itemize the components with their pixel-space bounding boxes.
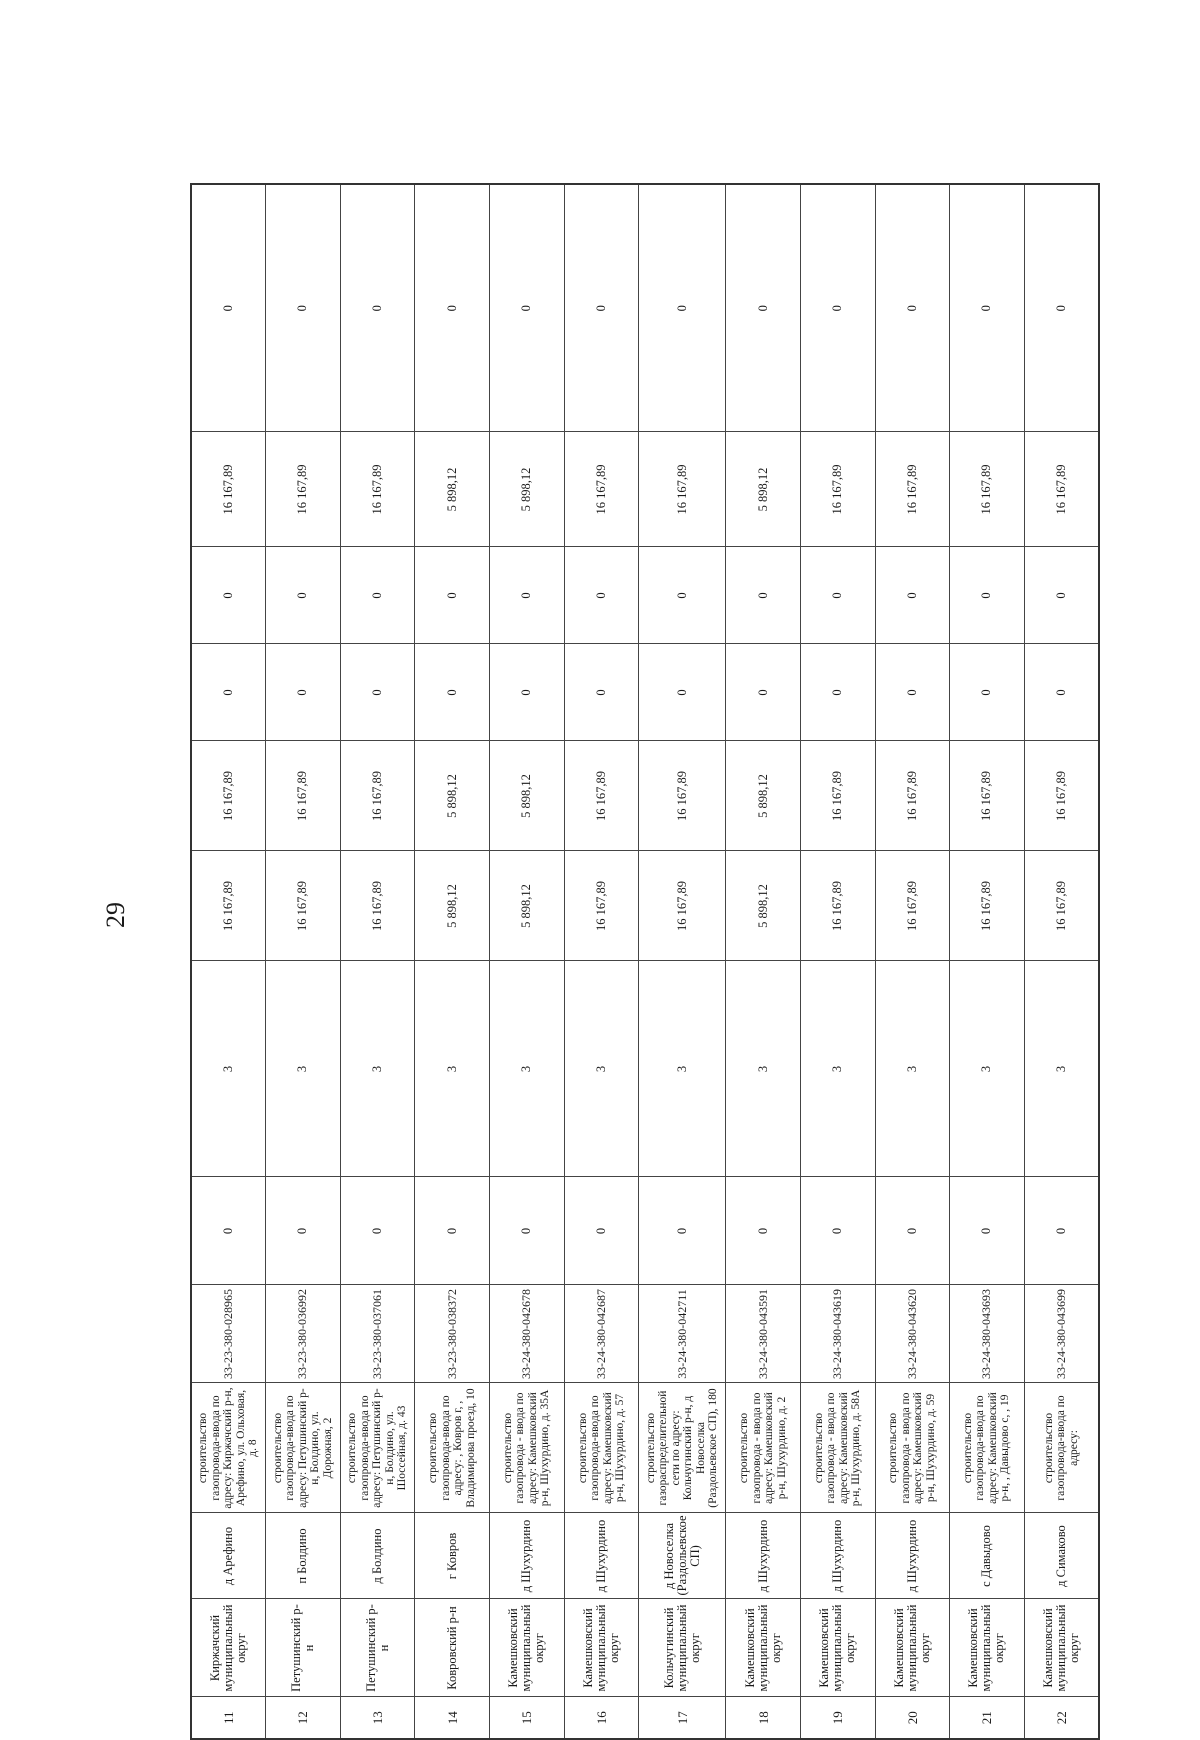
value-cell-6: 0 [639,547,726,644]
value-cell-8: 0 [639,184,726,432]
description-cell: строительство газопровода-ввода по адресу: Петушинский р-н, Болдино, ул. Дорожная, 2 [266,1383,341,1513]
settlement-cell: с Давыдово [950,1513,1025,1599]
settlement-cell: д Новоселка (Раздольевское СП) [639,1513,726,1599]
value-cell-7: 5 898,12 [726,432,801,547]
value-cell-7: 16 167,89 [875,432,950,547]
value-cell-5: 0 [639,644,726,741]
table-row [415,184,490,1739]
application-code-cell: 33-23-380-038372 [415,1285,490,1383]
settlement-cell: д Шухурдино [726,1513,801,1599]
description-cell: строительство газопровода-ввода по адресу: Петушинский р-н, Болдино, ул. Шоссейная, д. 43 [340,1383,415,1513]
value-cell-5: 0 [1024,644,1099,741]
settlement-cell: д Болдино [340,1513,415,1599]
value-cell-7: 5 898,12 [415,432,490,547]
row-index: 17 [639,1697,726,1739]
value-cell-5: 0 [726,644,801,741]
value-cell-7: 16 167,89 [266,432,341,547]
page-number: 29 [101,902,130,928]
value-cell-3: 16 167,89 [1024,851,1099,961]
table-row [639,184,726,1739]
municipality-cell: Ковровский р-н [415,1599,490,1697]
value-cell-6: 0 [266,547,341,644]
description-cell: строительство газопровода-ввода по адресу: Киржачский р-н, Арефино, ул. Ольховая, д. 8 [191,1383,266,1513]
row-index: 19 [800,1697,875,1739]
value-cell-2: 3 [266,961,341,1177]
value-cell-2: 3 [726,961,801,1177]
municipality-cell: Камешковский муниципальный округ [800,1599,875,1697]
application-code-cell: 33-24-380-042678 [490,1285,565,1383]
table-row [875,184,950,1739]
table-row [1024,184,1099,1739]
description-cell: строительство газопровода-ввода по адресу: [1024,1383,1099,1513]
row-index: 14 [415,1697,490,1739]
value-cell-7: 16 167,89 [950,432,1025,547]
value-cell-6: 0 [800,547,875,644]
municipality-cell: Камешковский муниципальный округ [875,1599,950,1697]
value-cell-2: 3 [639,961,726,1177]
row-index: 13 [340,1697,415,1739]
municipality-cell: Камешковский муниципальный округ [1024,1599,1099,1697]
value-cell-1: 0 [340,1177,415,1285]
value-cell-4: 16 167,89 [950,741,1025,851]
settlement-cell: г Ковров [415,1513,490,1599]
value-cell-8: 0 [191,184,266,432]
municipality-cell: Киржачский муниципальный округ [191,1599,266,1697]
value-cell-4: 16 167,89 [340,741,415,851]
value-cell-1: 0 [415,1177,490,1285]
application-code-cell: 33-24-380-043699 [1024,1285,1099,1383]
description-cell: строительство газопровода-ввода по адресу: Камешковский р-н, , Давыдово с, , 19 [950,1383,1025,1513]
value-cell-2: 3 [191,961,266,1177]
settlement-cell: п Болдино [266,1513,341,1599]
value-cell-5: 0 [415,644,490,741]
value-cell-8: 0 [266,184,341,432]
settlement-cell: д Симаково [1024,1513,1099,1599]
application-code-cell: 33-24-380-043693 [950,1285,1025,1383]
value-cell-5: 0 [800,644,875,741]
row-index: 21 [950,1697,1025,1739]
settlement-cell: д Шухурдино [800,1513,875,1599]
value-cell-1: 0 [490,1177,565,1285]
value-cell-6: 0 [875,547,950,644]
value-cell-5: 0 [490,644,565,741]
value-cell-3: 16 167,89 [800,851,875,961]
value-cell-5: 0 [191,644,266,741]
application-code-cell: 33-23-380-036992 [266,1285,341,1383]
value-cell-2: 3 [1024,961,1099,1177]
value-cell-3: 5 898,12 [726,851,801,961]
value-cell-8: 0 [340,184,415,432]
value-cell-4: 5 898,12 [490,741,565,851]
application-code-cell: 33-23-380-028965 [191,1285,266,1383]
value-cell-1: 0 [800,1177,875,1285]
municipality-cell: Камешковский муниципальный округ [564,1599,639,1697]
value-cell-1: 0 [726,1177,801,1285]
value-cell-4: 16 167,89 [266,741,341,851]
settlement-cell: д Шухурдино [490,1513,565,1599]
value-cell-7: 16 167,89 [564,432,639,547]
value-cell-1: 0 [950,1177,1025,1285]
value-cell-7: 16 167,89 [800,432,875,547]
settlement-cell: д Арефино [191,1513,266,1599]
municipality-cell: Камешковский муниципальный округ [490,1599,565,1697]
table-row [490,184,565,1739]
municipality-cell: Камешковский муниципальный округ [726,1599,801,1697]
value-cell-1: 0 [639,1177,726,1285]
municipality-cell: Петушинский р-н [266,1599,341,1697]
description-cell: строительство газопровода - ввода по адресу: Камешковский р-н, Шухурдино, д. 35А [490,1383,565,1513]
value-cell-4: 16 167,89 [564,741,639,851]
value-cell-6: 0 [415,547,490,644]
table-body [191,184,1099,1739]
data-table-container [190,185,1100,1740]
value-cell-5: 0 [340,644,415,741]
value-cell-7: 16 167,89 [1024,432,1099,547]
municipality-cell: Кольчугинский муниципальный округ [639,1599,726,1697]
value-cell-8: 0 [950,184,1025,432]
value-cell-7: 16 167,89 [340,432,415,547]
application-code-cell: 33-23-380-037061 [340,1285,415,1383]
value-cell-6: 0 [726,547,801,644]
value-cell-6: 0 [564,547,639,644]
value-cell-3: 5 898,12 [490,851,565,961]
row-index: 16 [564,1697,639,1739]
table-row [564,184,639,1739]
value-cell-7: 16 167,89 [639,432,726,547]
value-cell-6: 0 [340,547,415,644]
settlement-cell: д Шухурдино [875,1513,950,1599]
value-cell-2: 3 [340,961,415,1177]
table-row [266,184,341,1739]
value-cell-5: 0 [266,644,341,741]
description-cell: строительство газопровода - ввода по адресу: Камешковский р-н, Шухурдино, д. 58А [800,1383,875,1513]
description-cell: строительство газопровода - ввода по адресу: Камешковский р-н, Шухурдино, д. 2 [726,1383,801,1513]
value-cell-6: 0 [191,547,266,644]
value-cell-3: 16 167,89 [639,851,726,961]
value-cell-4: 16 167,89 [1024,741,1099,851]
value-cell-3: 16 167,89 [266,851,341,961]
municipality-cell: Камешковский муниципальный округ [950,1599,1025,1697]
application-code-cell: 33-24-380-042711 [639,1285,726,1383]
value-cell-8: 0 [875,184,950,432]
value-cell-2: 3 [415,961,490,1177]
value-cell-3: 16 167,89 [950,851,1025,961]
row-index: 18 [726,1697,801,1739]
value-cell-5: 0 [875,644,950,741]
value-cell-7: 16 167,89 [191,432,266,547]
value-cell-1: 0 [875,1177,950,1285]
value-cell-5: 0 [564,644,639,741]
value-cell-6: 0 [1024,547,1099,644]
row-index: 12 [266,1697,341,1739]
value-cell-4: 16 167,89 [800,741,875,851]
value-cell-1: 0 [564,1177,639,1285]
table-row [950,184,1025,1739]
value-cell-1: 0 [1024,1177,1099,1285]
value-cell-3: 16 167,89 [875,851,950,961]
value-cell-3: 5 898,12 [415,851,490,961]
value-cell-8: 0 [415,184,490,432]
description-cell: строительство газопровода-ввода по адресу: Камешковский р-н, Шухурдино, д. 57 [564,1383,639,1513]
value-cell-8: 0 [726,184,801,432]
table-row [800,184,875,1739]
row-index: 11 [191,1697,266,1739]
value-cell-4: 5 898,12 [726,741,801,851]
value-cell-3: 16 167,89 [340,851,415,961]
description-cell: строительство газопровода-ввода по адресу: , Ковров г, , Владимирова проезд, 10 [415,1383,490,1513]
municipality-cell: Петушинский р-н [340,1599,415,1697]
value-cell-4: 16 167,89 [191,741,266,851]
value-cell-6: 0 [950,547,1025,644]
application-code-cell: 33-24-380-043591 [726,1285,801,1383]
application-code-cell: 33-24-380-043619 [800,1285,875,1383]
value-cell-5: 0 [950,644,1025,741]
value-cell-2: 3 [875,961,950,1177]
settlement-cell: д Шухурдино [564,1513,639,1599]
value-cell-4: 5 898,12 [415,741,490,851]
row-index: 15 [490,1697,565,1739]
application-code-cell: 33-24-380-042687 [564,1285,639,1383]
value-cell-4: 16 167,89 [639,741,726,851]
value-cell-1: 0 [266,1177,341,1285]
value-cell-6: 0 [490,547,565,644]
value-cell-8: 0 [800,184,875,432]
value-cell-1: 0 [191,1177,266,1285]
table-row [191,184,266,1739]
description-cell: строительство газораспределительной сети по адресу: Кольчугинский р-н, д Новоселка (Раздольевское СП), 180 [639,1383,726,1513]
table-row [726,184,801,1739]
application-code-cell: 33-24-380-043620 [875,1285,950,1383]
value-cell-8: 0 [564,184,639,432]
value-cell-7: 5 898,12 [490,432,565,547]
value-cell-2: 3 [800,961,875,1177]
description-cell: строительство газопровода - ввода по адресу: Камешковский р-н, Шухурдино, д. 59 [875,1383,950,1513]
value-cell-3: 16 167,89 [191,851,266,961]
table-row [340,184,415,1739]
value-cell-2: 3 [950,961,1025,1177]
value-cell-8: 0 [1024,184,1099,432]
value-cell-2: 3 [564,961,639,1177]
value-cell-4: 16 167,89 [875,741,950,851]
value-cell-2: 3 [490,961,565,1177]
row-index: 20 [875,1697,950,1739]
gas-connections-table [190,183,1100,1740]
row-index: 22 [1024,1697,1099,1739]
value-cell-8: 0 [490,184,565,432]
value-cell-3: 16 167,89 [564,851,639,961]
